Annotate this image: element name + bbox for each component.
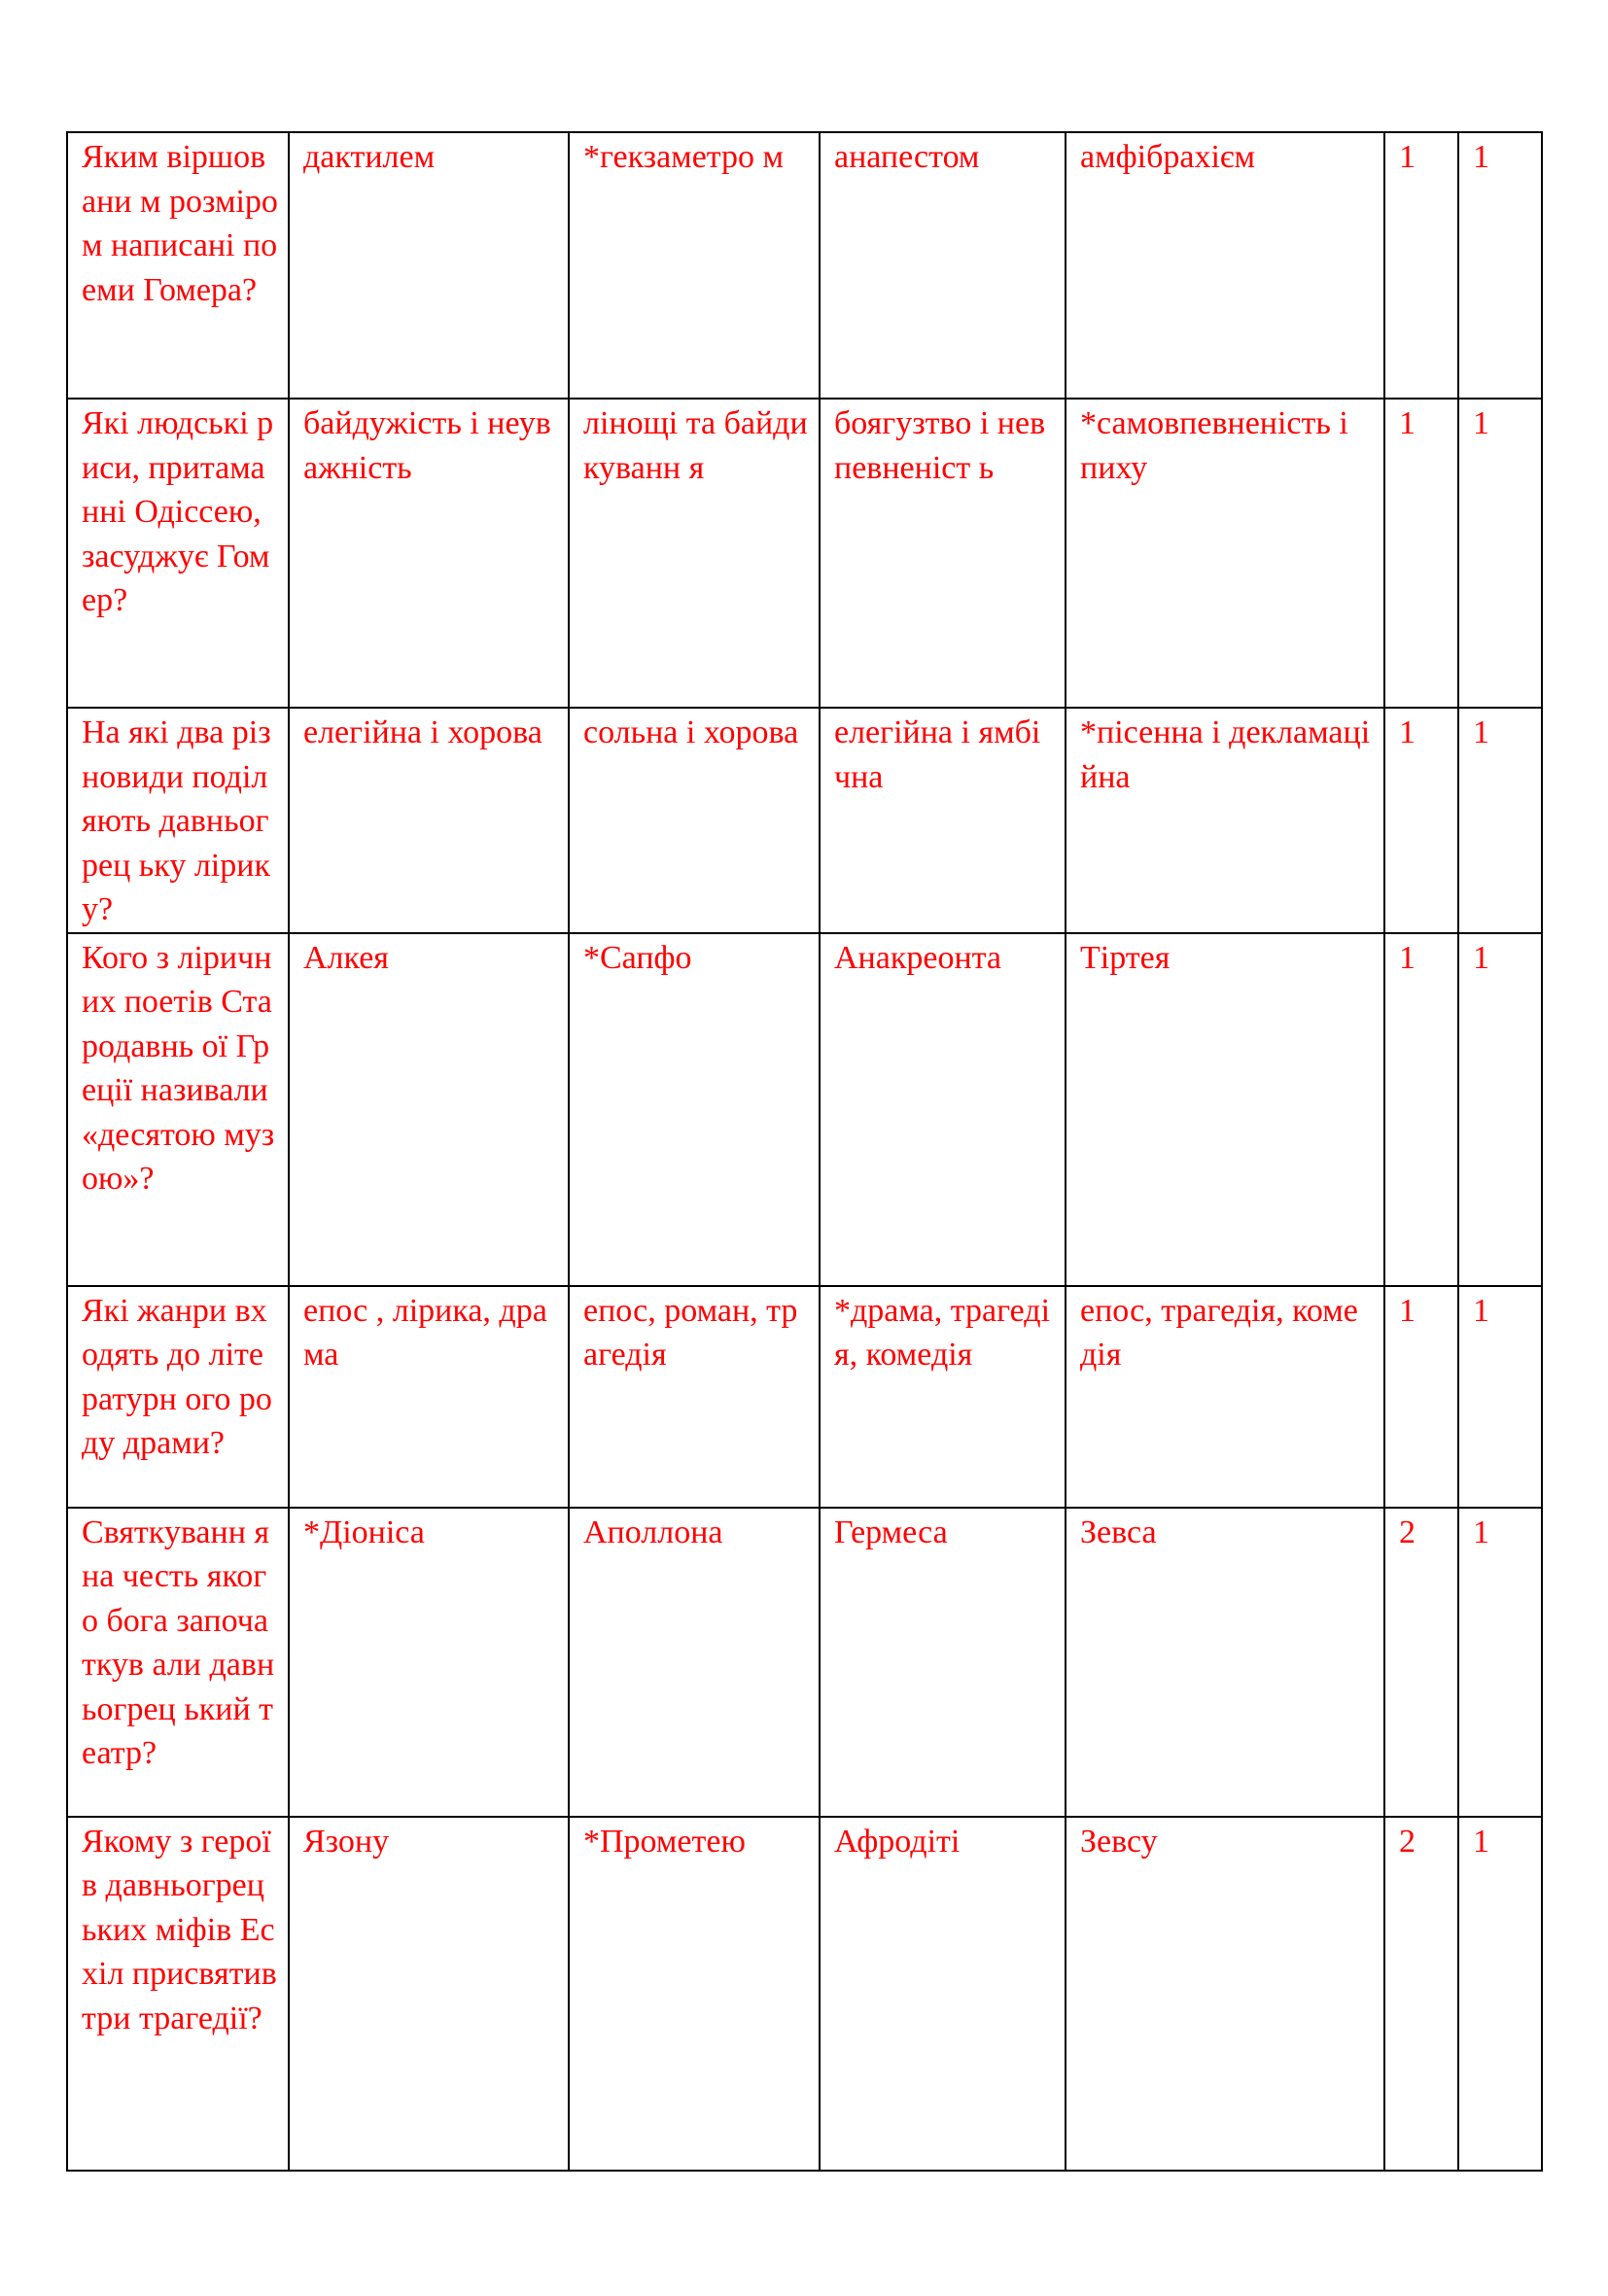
points-cell: 1 [1458,1286,1542,1508]
points-cell: 1 [1458,708,1542,933]
question-cell: На які два різновиди поділяють давньогрец ьку лірику? [67,708,289,933]
table-row [67,1817,1542,2171]
option-c-cell: Гермеса [820,1508,1066,1817]
option-b-cell: *гекзаметро м [569,132,820,399]
level-cell: 1 [1384,933,1458,1286]
option-a-cell: елегійна і хорова [289,708,569,933]
option-b-cell: епос, роман, трагедія [569,1286,820,1508]
points-cell: 1 [1458,132,1542,399]
option-c-cell: боягузтво і невпевненіст ь [820,399,1066,708]
option-d-cell: *самовпевненість і пиху [1066,399,1384,708]
question-cell: Які жанри входять до літературн ого роду драми? [67,1286,289,1508]
option-c-cell: Анакреонта [820,933,1066,1286]
option-a-cell: Язону [289,1817,569,2171]
points-cell: 1 [1458,933,1542,1286]
option-b-cell: *Сапфо [569,933,820,1286]
question-cell: Які людські риси, притаманні Одіссею, засуджує Гомер? [67,399,289,708]
option-d-cell: *пісенна і декламаційна [1066,708,1384,933]
points-cell: 1 [1458,1817,1542,2171]
option-b-cell: *Прометею [569,1817,820,2171]
table-row [67,1508,1542,1817]
level-cell: 1 [1384,132,1458,399]
quiz-table [66,131,1543,2172]
table-row [67,708,1542,933]
table-row [67,132,1542,399]
option-d-cell: амфібрахієм [1066,132,1384,399]
option-c-cell: Афродіті [820,1817,1066,2171]
table-row [67,1286,1542,1508]
question-cell: Яким віршовани м розміром написані поеми Гомера? [67,132,289,399]
option-a-cell: байдужість і неуважність [289,399,569,708]
option-d-cell: Зевса [1066,1508,1384,1817]
option-d-cell: Тіртея [1066,933,1384,1286]
option-a-cell: Алкея [289,933,569,1286]
table-row [67,933,1542,1286]
level-cell: 2 [1384,1508,1458,1817]
option-d-cell: епос, трагедія, комедія [1066,1286,1384,1508]
option-a-cell: *Діоніса [289,1508,569,1817]
question-cell: Якому з героїв давньогрец ьких міфів Есхіл присвятив три трагедії? [67,1817,289,2171]
question-cell: Святкуванн я на честь якого бога започаткув али давньогрец ький театр? [67,1508,289,1817]
option-d-cell: Зевсу [1066,1817,1384,2171]
level-cell: 2 [1384,1817,1458,2171]
points-cell: 1 [1458,1508,1542,1817]
level-cell: 1 [1384,399,1458,708]
question-cell: Кого з ліричних поетів Стародавнь ої Греції називали «десятою музою»? [67,933,289,1286]
level-cell: 1 [1384,1286,1458,1508]
option-a-cell: епос , лірика, драма [289,1286,569,1508]
points-cell: 1 [1458,399,1542,708]
option-c-cell: *драма, трагедія, комедія [820,1286,1066,1508]
option-c-cell: елегійна і ямбічна [820,708,1066,933]
option-b-cell: Аполлона [569,1508,820,1817]
option-a-cell: дактилем [289,132,569,399]
option-c-cell: анапестом [820,132,1066,399]
option-b-cell: сольна і хорова [569,708,820,933]
level-cell: 1 [1384,708,1458,933]
table-row [67,399,1542,708]
option-b-cell: лінощі та байдикуванн я [569,399,820,708]
